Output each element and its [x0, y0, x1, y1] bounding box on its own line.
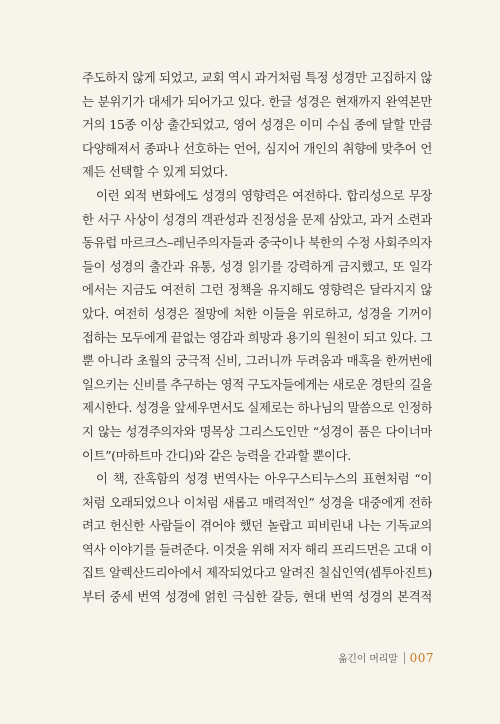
page-number: 007: [409, 650, 434, 665]
text-line: 역사 이야기를 들려준다. 이것을 위해 저자 해리 프리드먼은 고대 이: [82, 541, 432, 557]
text-line: 처럼 오래되었으나 이처럼 새롭고 매력적인” 성경을 대중에게 전하: [82, 494, 432, 510]
text-line: 들이 성경의 출간과 유통, 성경 읽기를 강력하게 금지했고, 또 일각: [82, 258, 432, 274]
text-line: 지 않는 성경주의자와 명목상 그리스도인만 “성경이 품은 다이너마: [82, 423, 432, 439]
text-line: 는 분위기가 대세가 되어가고 있다. 한글 성경은 현재까지 완역본만: [82, 93, 432, 109]
running-head: 옮긴이 머리말: [337, 654, 398, 665]
text-line: 집트 알렉산드리아에서 제작되었다고 알려진 칠십인역(셉투아진트): [82, 565, 432, 581]
footer-divider: [404, 652, 405, 664]
text-line: 접하는 모두에게 끝없는 영감과 희망과 용기의 원천이 되고 있다. 그: [82, 329, 432, 345]
text-line: 주도하지 않게 되었고, 교회 역시 과거처럼 특정 성경만 고집하지 않: [82, 70, 432, 85]
text-line: 일으키는 신비를 추구하는 영적 구도자들에게는 새로운 경탄의 길을: [82, 376, 432, 392]
text-line: 이런 외적 변화에도 성경의 영향력은 여전하다. 합리성으로 무장: [96, 187, 432, 203]
text-line: 동유럽 마르크스–레닌주의자들과 중국이나 북한의 수정 사회주의자: [82, 235, 432, 251]
text-line: 거의 15종 이상 출간되었고, 영어 성경은 이미 수십 종에 달할 만큼: [82, 117, 432, 133]
text-line: 았다. 여전히 성경은 절망에 처한 이들을 위로하고, 성경을 기꺼이: [82, 305, 432, 321]
text-line: 한 서구 사상이 성경의 객관성과 진정성을 문제 삼았고, 과거 소련과: [82, 211, 432, 227]
text-line: 려고 헌신한 사람들이 겪어야 했던 놀랍고 피비린내 나는 기독교의: [82, 518, 432, 534]
text-line: 이트”(마하트마 간디)와 같은 능력을 간과할 뿐이다.: [82, 447, 351, 463]
text-line: 에서는 지금도 여전히 그런 정책을 유지해도 영향력은 달라지지 않: [82, 282, 432, 298]
text-line: 이 책, 잔혹함의 성경 번역사는 아우구스티누스의 표현처럼 “이: [96, 471, 432, 487]
text-line: 부터 중세 번역 성경에 얽힌 극심한 갈등, 현대 번역 성경의 본격적: [82, 589, 432, 605]
text-line: 제든 선택할 수 있게 되었다.: [82, 164, 228, 180]
page-footer: [300, 650, 434, 665]
text-line: 뿐 아니라 초월의 궁극적 신비, 그러니까 두려움과 매혹을 한꺼번에: [82, 353, 432, 369]
text-line: 제시한다. 성경을 앞세우면서도 실제로는 하나님의 말씀으로 인정하: [82, 400, 432, 416]
body-text: [82, 66, 432, 609]
text-line: 다양해져서 종파나 선호하는 언어, 심지어 개인의 취향에 맞추어 언: [82, 140, 432, 156]
